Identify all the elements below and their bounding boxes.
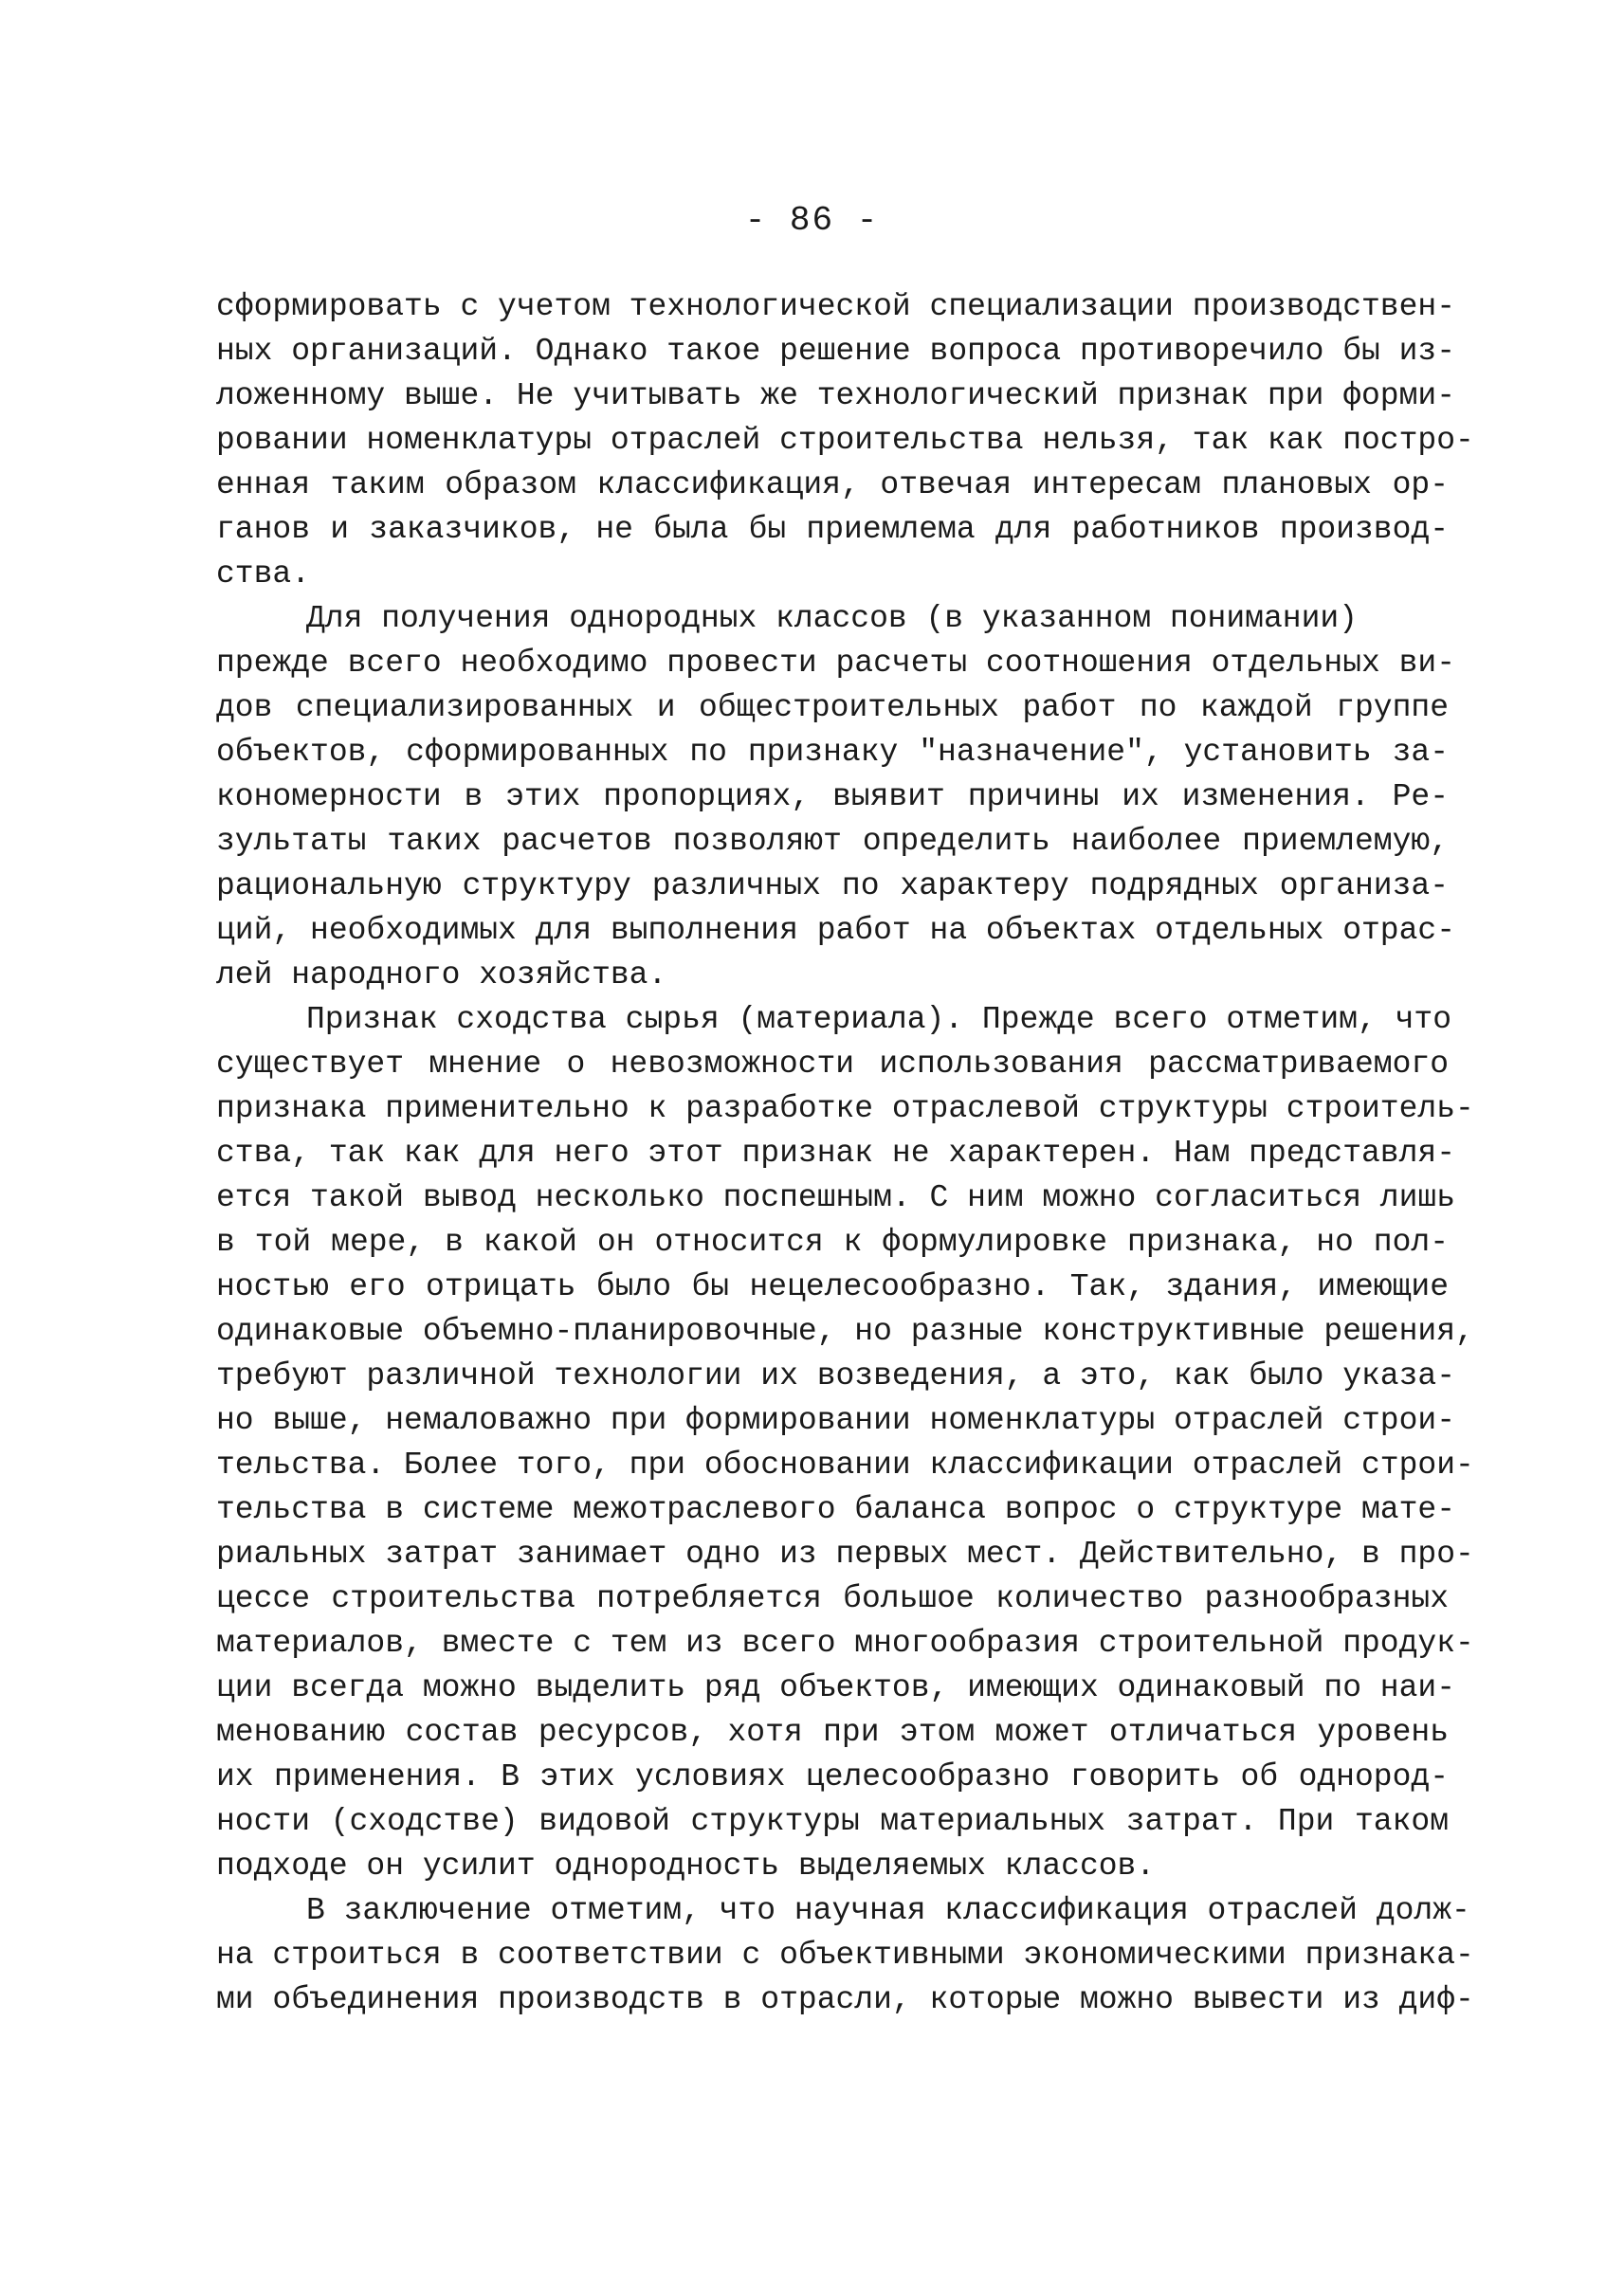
text-line: ности (сходстве) видовой структуры материальных затрат. При таком: [216, 1804, 1449, 1839]
text-line: цессе строительства потребляется большое количество разнообразных: [216, 1581, 1449, 1616]
text-line: ных организаций. Однако такое решение вопроса противоречило бы из-: [216, 334, 1456, 369]
text-line: в той мере, в какой он относится к формулировке признака, но пол-: [216, 1225, 1449, 1260]
text-line: требуют различной технологии их возведения, а это, как было указа-: [216, 1358, 1456, 1393]
text-line: одинаковые объемно-планировочные, но разные конструктивные решения,: [216, 1314, 1474, 1349]
text-line: рациональную структуру различных по характеру подрядных организа-: [216, 868, 1449, 903]
text-line: существует мнение о невозможности использования рассматриваемого: [216, 1047, 1449, 1082]
text-line: Для получения однородных классов (в указанном понимании): [306, 601, 1358, 636]
paragraph-3: [216, 997, 1474, 1888]
text-line: дов специализированных и общестроительных работ по каждой группе: [216, 690, 1449, 725]
text-line: Признак сходства сырья (материала). Прежде всего отметим, что: [306, 1002, 1451, 1037]
text-line: но выше, немаловажно при формировании номенклатуры отраслей строи-: [216, 1403, 1456, 1438]
text-line: ганов и заказчиков, не была бы приемлема для работников производ-: [216, 512, 1449, 547]
paragraph-1: [216, 284, 1474, 596]
text-line: ется такой вывод несколько поспешным. С ним можно согласиться лишь: [216, 1180, 1456, 1215]
text-line: сформировать с учетом технологической специализации производствен-: [216, 289, 1456, 324]
text-line: ми объединения производств в отрасли, которые можно вывести из диф-: [216, 1982, 1474, 2017]
text-line: тельства в системе межотраслевого баланса вопрос о структуре мате-: [216, 1492, 1456, 1527]
text-line: ровании номенклатуры отраслей строительства нельзя, так как постро-: [216, 423, 1474, 458]
text-line: материалов, вместе с тем из всего многообразия строительной продук-: [216, 1626, 1474, 1661]
text-line: ства.: [216, 556, 311, 592]
text-line: енная таким образом классификация, отвечая интересам плановых ор-: [216, 467, 1449, 502]
text-line: ций, необходимых для выполнения работ на объектах отдельных отрас-: [216, 913, 1456, 948]
text-line: их применения. В этих условиях целесообразно говорить об однород-: [216, 1759, 1449, 1794]
text-line: лей народного хозяйства.: [216, 957, 667, 993]
text-line: прежде всего необходимо провести расчеты соотношения отдельных ви-: [216, 646, 1456, 681]
text-line: риальных затрат занимает одно из первых мест. Действительно, в про-: [216, 1537, 1474, 1572]
text-line: тельства. Более того, при обосновании классификации отраслей строи-: [216, 1448, 1474, 1483]
text-line: ложенному выше. Не учитывать же технологический признак при форми-: [216, 378, 1456, 413]
text-line: ностью его отрицать было бы нецелесообразно. Так, здания, имеющие: [216, 1269, 1449, 1304]
text-line: кономерности в этих пропорциях, выявит причины их изменения. Ре-: [216, 779, 1449, 814]
text-line: объектов, сформированных по признаку "назначение", установить за-: [216, 735, 1449, 770]
text-line: менованию состав ресурсов, хотя при этом может отличаться уровень: [216, 1715, 1449, 1750]
paragraph-4: [216, 1888, 1474, 2022]
text-line: зультаты таких расчетов позволяют определить наиболее приемлемую,: [216, 824, 1449, 859]
text-line: на строиться в соответствии с объективными экономическими признака-: [216, 1938, 1474, 1973]
page-number: - 86 -: [744, 201, 880, 240]
paragraph-2: [216, 596, 1456, 997]
body-text: [216, 284, 1474, 2022]
text-line: ства, так как для него этот признак не характерен. Нам представля-: [216, 1136, 1456, 1171]
text-line: признака применительно к разработке отраслевой структуры строитель-: [216, 1091, 1474, 1126]
text-line: ции всегда можно выделить ряд объектов, имеющих одинаковый по наи-: [216, 1670, 1456, 1705]
text-line: подходе он усилит однородность выделяемых классов.: [216, 1849, 1156, 1884]
text-line: В заключение отметим, что научная классификация отраслей долж-: [306, 1893, 1470, 1928]
